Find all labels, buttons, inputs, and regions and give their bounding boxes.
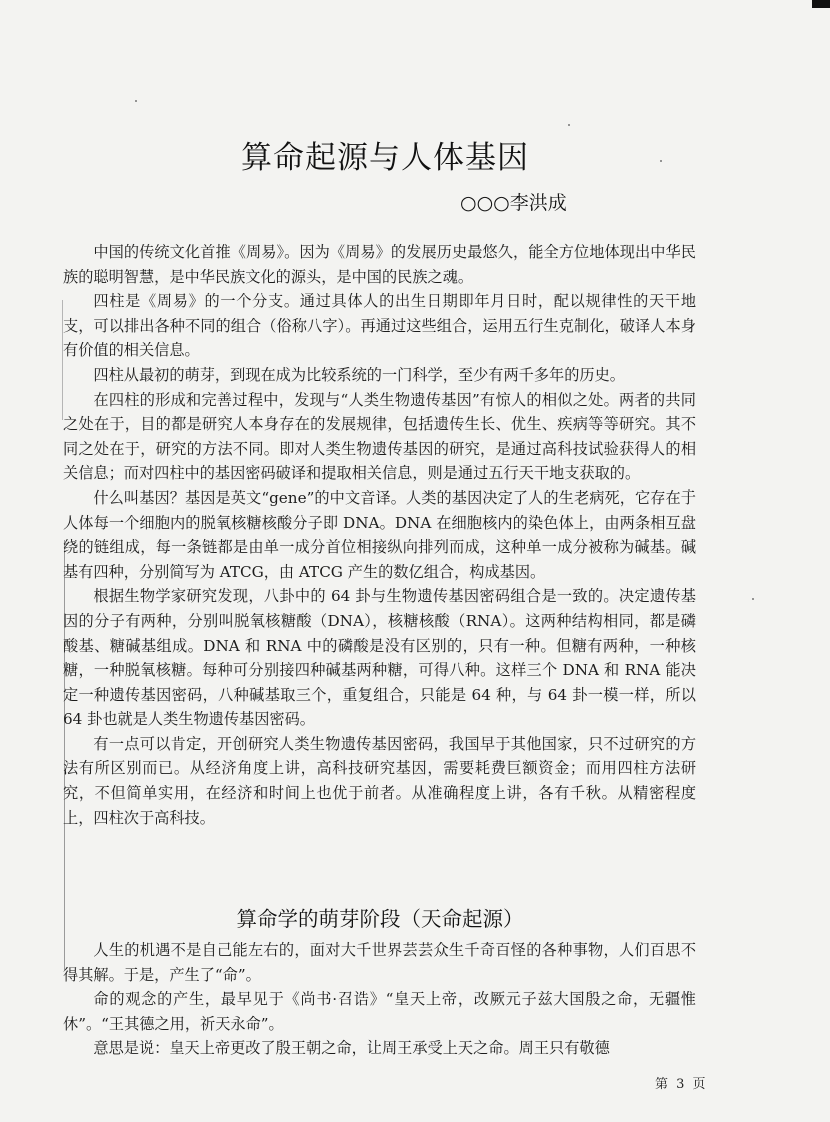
paragraph: 命的观念的产生，最早见于《尚书·召诰》“皇天上帝，改厥元子兹大国殷之命，无疆惟休”。“王其德之用，祈天永命”。 [63,990,696,1033]
paragraph: 四柱是《周易》的一个分支。通过具体人的出生日期即年月日时，配以规律性的天干地支，可以排出各种不同的组合（俗称八字）。再通过这些组合，运用五行生克制化，破译人本身有价值的相关信息。 [63,292,696,360]
paragraph: 人生的机遇不是自己能左右的，面对大千世界芸芸众生千奇百怪的各种事物，人们百思不得其解。于是，产生了“命”。 [63,941,696,984]
scan-speck [568,124,570,126]
paragraph: 有一点可以肯定，开创研究人类生物遗传基因密码，我国早于其他国家，只不过研究的方法有所区别而已。从经济角度上讲，高科技研究基因，需要耗费巨额资金；而用四柱方法研究，不但简单实用，在经济和时间上也优于前者。从准确程度上讲，各有千秋。从精密程度上，四柱次于高科技。 [63,734,696,827]
scan-corner-mark [812,0,830,8]
body-text-section-2 [63,938,696,1061]
paragraph: 什么叫基因？基因是英文“gene”的中文音译。人类的基因决定了人的生老病死，它存在于人体每一个细胞内的脱氧核糖核酸分子即 DNA。DNA 在细胞核内的染色体上，由两条相互盘绕的链组成，每一条链都是由单一成分首位相接纵向排列而成，这种单一成分被称为碱基。碱基有四种，分别简写为 ATCG，由 ATCG 产生的数亿组合，构成基因。 [63,488,696,581]
page-number: 第 3 页 [655,1077,708,1092]
paragraph: 意思是说：皇天上帝更改了殷王朝之命，让周王承受上天之命。周王只有敬德 [93,1039,610,1058]
section-heading: 算命学的萌芽阶段（天命起源） [236,907,524,931]
body-text [63,240,696,830]
paragraph: 四柱从最初的萌芽，到现在成为比较系统的一门科学，至少有两千多年的历史。 [93,365,625,384]
page-title: 算命起源与人体基因 [241,140,529,176]
paragraph: 在四柱的形成和完善过程中，发现与“人类生物遗传基因”有惊人的相似之处。两者的共同之处在于，目的都是研究人本身存在的发展规律，包括遗传生长、优生、疾病等等研究。其不同之处在于，研究的方法不同。即对人类生物遗传基因的研究，是通过高科技试验获得人的相关信息；而对四柱中的基因密码破译和提取相关信息，则是通过五行天干地支获取的。 [63,390,696,483]
scan-speck [135,100,137,102]
paragraph: 中国的传统文化首推《周易》。因为《周易》的发展历史最悠久，能全方位地体现出中华民族的聪明智慧，是中华民族文化的源头，是中国的民族之魂。 [63,243,696,286]
author-line: ○○○李洪成 [460,192,567,214]
paragraph: 根据生物学家研究发现，八卦中的 64 卦与生物遗传基因密码组合是一致的。决定遗传基因的分子有两种，分别叫脱氧核糖酸（DNA），核糖核酸（RNA）。这两种结构相同，都是磷酸基、糖碱基组成。DNA 和 RNA 中的磷酸是没有区别的，只有一种。但糖有两种，一种核糖，一种脱氧核糖。每种可分别接四种碱基两种糖，可得八种。这样三个 DNA 和 RNA 能决定一种遗传基因密码，八种碱基取三个，重复组合，只能是 64 种，与 64 卦一模一样，所以 64 卦也就是人类生物遗传基因密码。 [63,587,696,729]
scan-speck [752,598,754,600]
